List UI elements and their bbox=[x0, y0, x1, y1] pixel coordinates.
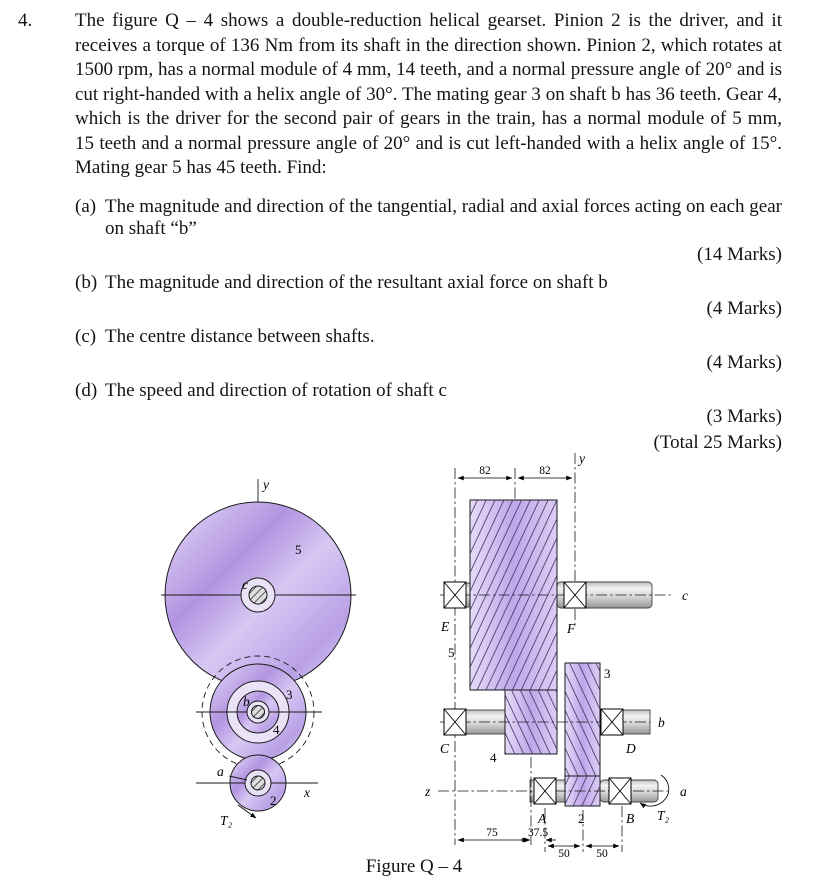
side-y-axis-label: y bbox=[579, 451, 585, 466]
front-view bbox=[161, 477, 356, 828]
part-a-text: The magnitude and direction of the tangential, radial and axial forces acting on each gear on shaft “b” bbox=[105, 195, 782, 239]
part-d-text: The speed and direction of rotation of shaft c bbox=[105, 380, 447, 401]
part-c-label: (c) bbox=[75, 326, 97, 347]
bearing-E bbox=[444, 582, 466, 608]
question-content bbox=[75, 9, 782, 455]
figure-q4 bbox=[0, 448, 828, 858]
gear-3-section bbox=[565, 663, 600, 776]
problem-statement: The figure Q – 4 shows a double-reduction helical gearset. Pinion 2 is the driver, and it receives a torque of 136 Nm from its shaft in the direction shown. Pinion 2, which rotates at 1500 rpm, has a normal module of 4 mm, 14 teeth, and a normal pressure angle of 20° and is cut right-handed with a helix angle of 30°. The mating gear 3 on shaft b has 36 teeth. Gear 4, which is the driver for the second pair of gears in the train, has a normal module of 5 mm, 15 teeth and a normal pressure angle of 20° and is cut left-handed with a helix angle of 15°. Mating gear 5 has 45 teeth. Find: bbox=[75, 10, 782, 178]
part-c-marks: (4 Marks) bbox=[706, 351, 782, 373]
part-a bbox=[75, 196, 782, 267]
gear-3-section-label: 3 bbox=[604, 666, 611, 681]
front-x-axis-label: x bbox=[304, 785, 310, 800]
dim-82-left: 82 bbox=[479, 465, 491, 477]
gear-5-front bbox=[161, 502, 356, 688]
dim-50-right: 50 bbox=[596, 848, 608, 858]
dim-75: 75 bbox=[486, 827, 498, 839]
shaft-b-label: b bbox=[658, 715, 665, 730]
bearing-D bbox=[601, 709, 623, 735]
part-d-label: (d) bbox=[75, 380, 98, 401]
bearing-D-label: D bbox=[626, 741, 636, 756]
bearing-C bbox=[444, 709, 466, 735]
gear-4-front-label: 4 bbox=[273, 722, 280, 737]
dim-37-5: 37.5 bbox=[527, 827, 549, 839]
shaft-a-hub-label: a bbox=[217, 764, 224, 779]
part-c bbox=[75, 326, 782, 374]
bearing-E-label: E bbox=[441, 619, 450, 634]
side-view bbox=[424, 451, 688, 858]
question-number: 4. bbox=[18, 10, 33, 31]
dim-82-right: 82 bbox=[539, 465, 551, 477]
bearing-A bbox=[534, 778, 556, 804]
bearing-B-label: B bbox=[626, 811, 635, 826]
figure-caption: Figure Q – 4 bbox=[365, 856, 463, 877]
part-b-label: (b) bbox=[75, 272, 98, 293]
shaft-b-hub-label: b bbox=[243, 694, 250, 709]
shaft-c-label: c bbox=[682, 588, 688, 603]
pinion-2-section-label: 2 bbox=[578, 811, 585, 826]
part-c-text: The centre distance between shafts. bbox=[105, 326, 375, 347]
front-y-axis-label: y bbox=[263, 477, 269, 492]
gear-5-front-label: 5 bbox=[295, 542, 302, 557]
gear-3-front-label: 3 bbox=[286, 687, 293, 702]
torque-label-front: T₂ bbox=[220, 813, 233, 828]
bearing-A-label: A bbox=[538, 811, 547, 826]
part-b-marks: (4 Marks) bbox=[706, 297, 782, 319]
pinion-2-front bbox=[196, 755, 318, 828]
shaft-c-hub-label: c bbox=[242, 577, 248, 592]
gear-5-section-label: 5 bbox=[448, 645, 455, 660]
part-d bbox=[75, 380, 782, 428]
dim-50-left: 50 bbox=[558, 848, 570, 858]
figure-q4-drawing bbox=[0, 448, 828, 858]
shaft-a-label: a bbox=[680, 784, 687, 799]
pinion-2-front-label: 2 bbox=[270, 793, 277, 808]
bearing-F-label: F bbox=[567, 621, 576, 636]
side-z-axis-label: z bbox=[425, 784, 431, 799]
bearing-F bbox=[564, 582, 586, 608]
gear-4-section-label: 4 bbox=[490, 750, 497, 765]
part-a-marks: (14 Marks) bbox=[697, 243, 782, 265]
part-b bbox=[75, 272, 782, 320]
torque-label-side: T₂ bbox=[657, 808, 670, 823]
bearing-B bbox=[609, 778, 631, 804]
bearing-C-label: C bbox=[440, 741, 450, 756]
part-a-label: (a) bbox=[75, 195, 97, 217]
part-b-text: The magnitude and direction of the resultant axial force on shaft b bbox=[105, 272, 608, 293]
part-d-marks: (3 Marks) bbox=[706, 405, 782, 427]
total-marks: (Total 25 Marks) bbox=[653, 432, 782, 453]
question-parts bbox=[75, 196, 782, 455]
